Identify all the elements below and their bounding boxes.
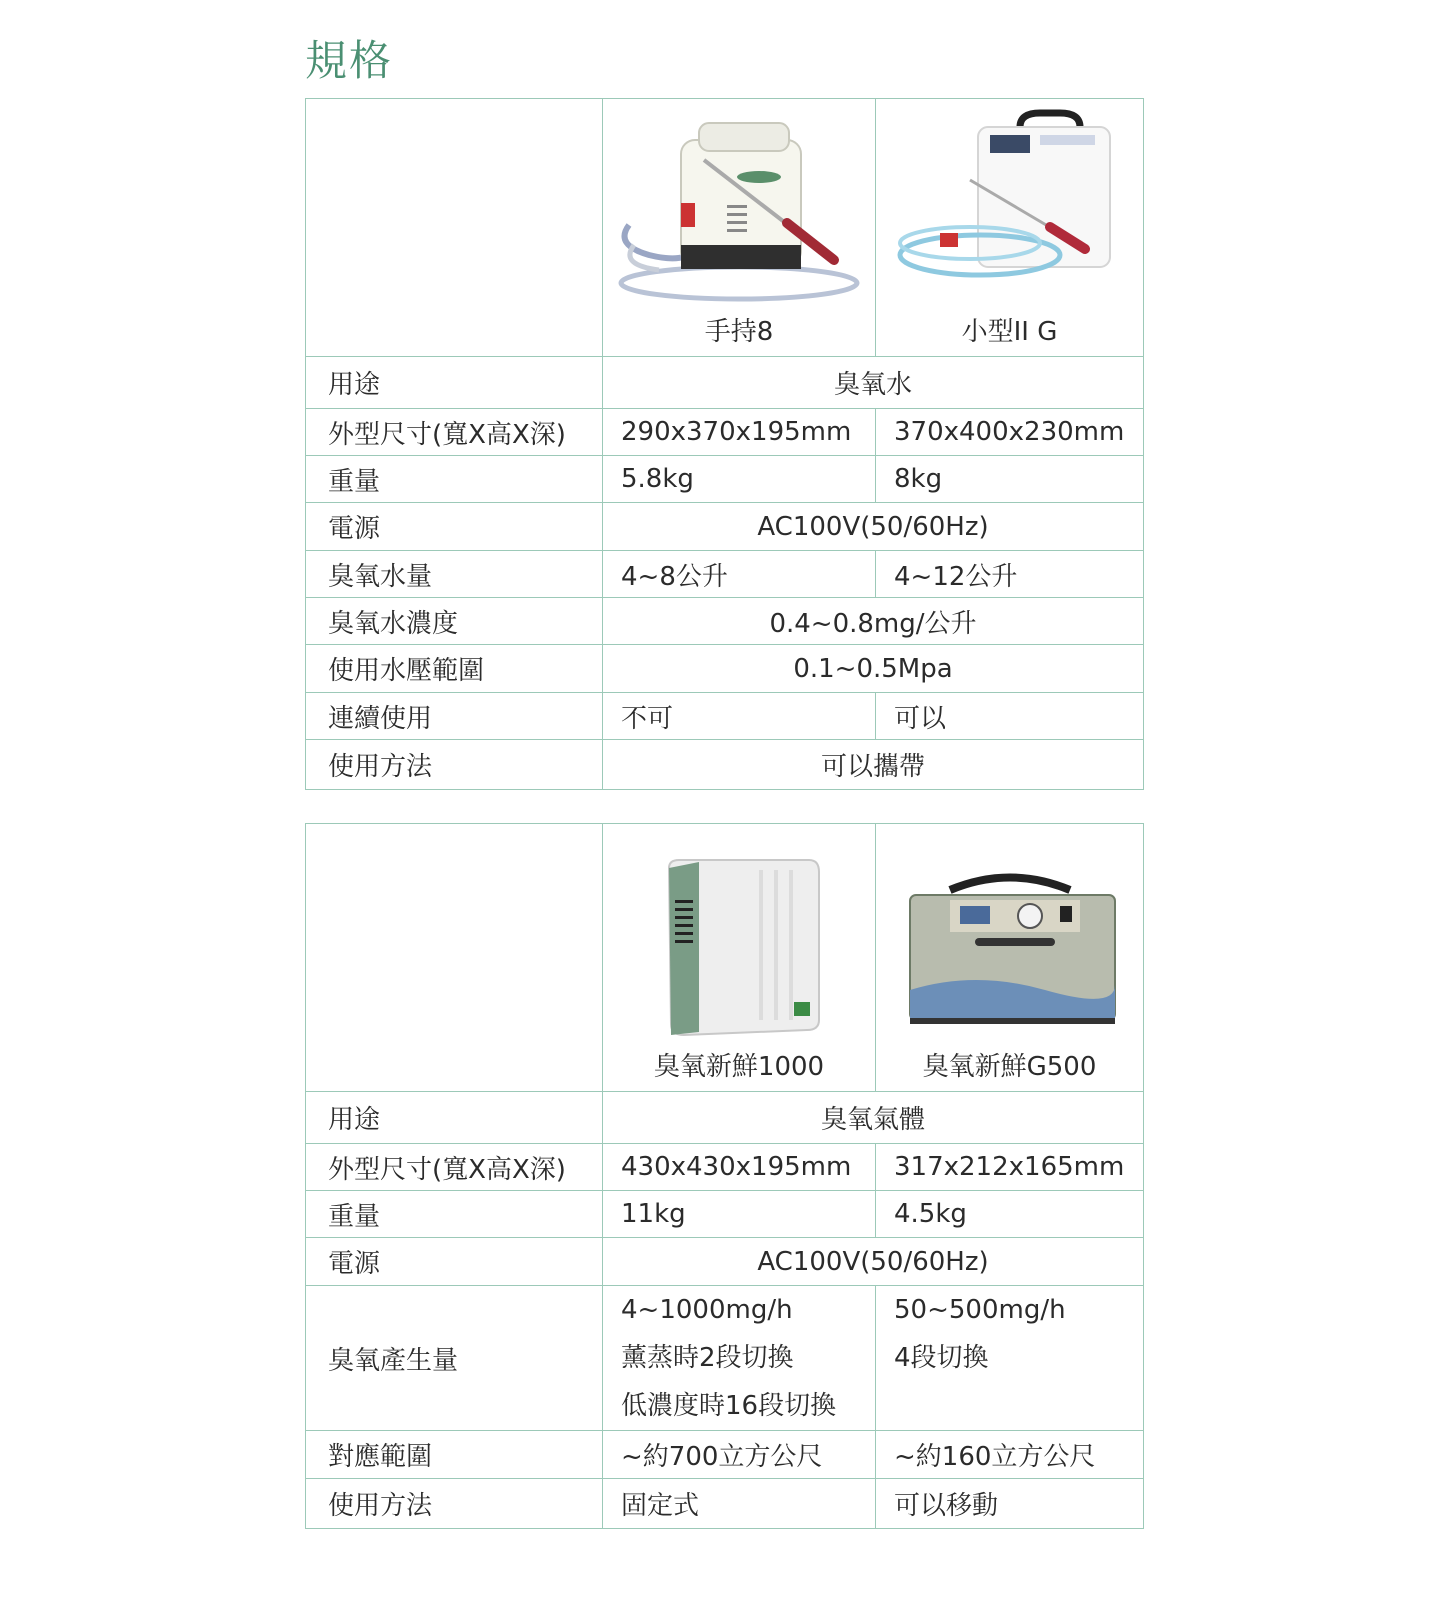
product-image-row — [306, 824, 1144, 1092]
table-row — [306, 1238, 1144, 1286]
row-value: 不可 — [603, 693, 876, 740]
table-row — [306, 598, 1144, 645]
row-value: 0.4~0.8mg/公升 — [603, 598, 1144, 645]
row-label: 重量 — [306, 456, 603, 503]
row-value: 固定式 — [603, 1479, 876, 1529]
table-row — [306, 503, 1144, 551]
product-cell — [603, 824, 876, 1092]
row-value: 可以移動 — [876, 1479, 1144, 1529]
row-label: 電源 — [306, 1238, 603, 1286]
output-line: 低濃度時16段切換 — [621, 1391, 837, 1421]
row-label: 用途 — [306, 1092, 603, 1144]
row-label: 外型尺寸(寬X高X深) — [306, 1144, 603, 1191]
row-label: 連續使用 — [306, 693, 603, 740]
product-name: 手持8 — [704, 317, 774, 347]
row-value: AC100V(50/60Hz) — [603, 1238, 1144, 1286]
row-label: 外型尺寸(寬X高X深) — [306, 409, 603, 456]
row-label: 臭氧水濃度 — [306, 598, 603, 645]
row-value: 11kg — [603, 1191, 876, 1238]
row-label: 使用水壓範圍 — [306, 645, 603, 693]
product-cell — [603, 99, 876, 357]
row-value: 4~8公升 — [603, 551, 876, 598]
table-row — [306, 551, 1144, 598]
row-value: 370x400x230mm — [876, 409, 1144, 456]
product-name: 臭氧新鮮G500 — [922, 1052, 1097, 1082]
row-value: 8kg — [876, 456, 1144, 503]
row-value: 317x212x165mm — [876, 1144, 1144, 1191]
table-row — [306, 409, 1144, 456]
table-row — [306, 645, 1144, 693]
row-value: 臭氧水 — [603, 357, 1144, 409]
row-label: 電源 — [306, 503, 603, 551]
product-cell — [876, 99, 1144, 357]
row-value: 可以攜帶 — [603, 740, 1144, 790]
row-value: 臭氧氣體 — [603, 1092, 1144, 1144]
row-label: 使用方法 — [306, 740, 603, 790]
table-row — [306, 740, 1144, 790]
compact-ozone-sprayer-icon — [890, 105, 1130, 305]
row-value: 430x430x195mm — [603, 1144, 876, 1191]
table-row — [306, 693, 1144, 740]
row-value: ~約160立方公尺 — [876, 1431, 1144, 1479]
spec-table-ozone-water — [305, 98, 1144, 790]
output-line: 4段切換 — [894, 1343, 989, 1373]
table-row — [306, 456, 1144, 503]
handheld-ozone-sprayer-icon — [609, 105, 869, 305]
empty-header-cell — [306, 824, 603, 1092]
table-row — [306, 1092, 1144, 1144]
page-title: 規格 — [305, 36, 394, 85]
product-name: 小型II G — [961, 317, 1058, 347]
row-value-multiline — [876, 1286, 1144, 1431]
table-row — [306, 1431, 1144, 1479]
row-value: 4.5kg — [876, 1191, 1144, 1238]
product-image-row — [306, 99, 1144, 357]
table-row — [306, 357, 1144, 409]
row-label: 臭氧水量 — [306, 551, 603, 598]
spec-table-ozone-gas — [305, 823, 1144, 1529]
output-line: 50~500mg/h — [894, 1295, 1066, 1325]
table-row-ozone-output — [306, 1286, 1144, 1431]
output-line: 4~1000mg/h — [621, 1295, 793, 1325]
row-value: AC100V(50/60Hz) — [603, 503, 1144, 551]
table-row — [306, 1191, 1144, 1238]
output-line: 薰蒸時2段切換 — [621, 1343, 794, 1373]
product-name: 臭氧新鮮1000 — [653, 1052, 825, 1082]
row-value: 5.8kg — [603, 456, 876, 503]
table-row — [306, 1479, 1144, 1529]
table-row — [306, 1144, 1144, 1191]
row-value: 可以 — [876, 693, 1144, 740]
empty-header-cell — [306, 99, 603, 357]
row-label: 臭氧產生量 — [306, 1286, 603, 1431]
row-label: 使用方法 — [306, 1479, 603, 1529]
row-value: 290x370x195mm — [603, 409, 876, 456]
row-value: 0.1~0.5Mpa — [603, 645, 1144, 693]
row-label: 重量 — [306, 1191, 603, 1238]
row-value-multiline — [603, 1286, 876, 1431]
row-value: ~約700立方公尺 — [603, 1431, 876, 1479]
row-value: 4~12公升 — [876, 551, 1144, 598]
portable-ozone-generator-icon — [895, 840, 1125, 1040]
wall-mounted-ozone-generator-icon — [639, 840, 839, 1040]
product-cell — [876, 824, 1144, 1092]
row-label: 對應範圍 — [306, 1431, 603, 1479]
row-label: 用途 — [306, 357, 603, 409]
